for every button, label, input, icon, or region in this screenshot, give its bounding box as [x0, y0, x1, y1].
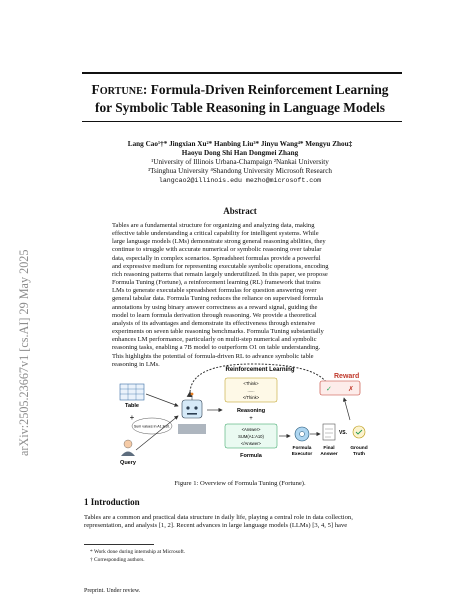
- abstract-line: reasoning in LMs.: [112, 360, 160, 368]
- robot-icon: [178, 393, 206, 434]
- abstract-line: analysis of its advantages and demonstrate its effectiveness through extensive: [112, 319, 316, 327]
- input-arrow: [146, 394, 178, 406]
- abstract-line: general tabular data. Formula Tuning reduces the reliance on supervised formula: [112, 295, 324, 303]
- plus-sign: +: [129, 413, 135, 422]
- intro-line: Tables are a common and practical data structure in daily life, playing a central role in data collection,: [84, 514, 353, 521]
- reward-check: ✓: [326, 386, 332, 393]
- document-icon: [323, 424, 335, 440]
- abstract-line: continue to struggle with accurate numerical or symbolic reasoning over tabular: [112, 246, 322, 254]
- abstract-line: enhances LM performance, particularly on multi-step numerical and symbolic: [112, 336, 317, 344]
- abstract-line: annotations by using binary answer correctness as a reward signal, guiding the: [112, 303, 318, 311]
- arxiv-stamp-svg: [14, 160, 34, 460]
- gear-icon: [295, 427, 309, 441]
- footnote-rule: [84, 544, 154, 545]
- figure-1: [112, 354, 374, 474]
- think-open: <Think>: [243, 381, 259, 386]
- figure-caption: Figure 1: Overview of Formula Tuning (Fortune).: [174, 480, 306, 487]
- abstract-line: This highlights the potential of formula-driven RL to advance symbolic table: [112, 352, 314, 360]
- affiliation-2: ³Tsinghua University ⁴Shandong University Microsoft Research: [147, 167, 332, 175]
- think-close: </Think>: [242, 395, 260, 400]
- abstract-line: data, especially in complex scenarios. Spreadsheet formulas provide a powerful: [112, 254, 321, 262]
- final-label-2: Answer: [320, 452, 338, 457]
- ground-label-2: Truth: [353, 452, 365, 457]
- executor-label-1: Formula: [292, 446, 312, 451]
- vs-label: VS.: [338, 430, 348, 436]
- executor-label-2: Executor: [291, 452, 313, 457]
- formula-label: Formula: [240, 453, 262, 459]
- intro-body: [84, 514, 402, 530]
- affiliation-1: ¹University of Illinois Urbana-Champaign ²Nankai University: [151, 158, 329, 166]
- table-icon: [120, 384, 144, 400]
- rl-label: Reinforcement Learning: [225, 367, 295, 373]
- abstract-body: [112, 222, 374, 369]
- abstract-heading: Abstract: [223, 206, 257, 216]
- abstract-line: experiments on seven table reasoning benchmarks. Formula Tuning substantially: [112, 328, 324, 336]
- abstract-line: large language models (LMs) demonstrate strong general reasoning abilities, they: [112, 238, 326, 246]
- query-label: Query: [120, 460, 136, 466]
- intro-line: representation, and analysis [1, 2]. Recent advances in large language models (LLMs) [3, 4, 5] have: [84, 522, 348, 530]
- reward-arrow: [344, 398, 350, 420]
- answer-open: <Answer>: [241, 427, 261, 432]
- author-names-1: Lang Cao¹†* Jingxian Xu²* Hanbing Liu³* Jinyu Wang⁴* Mengyu Zhou‡: [127, 140, 353, 148]
- reward-cross: ✗: [348, 386, 354, 393]
- table-label: Table: [125, 403, 139, 409]
- plus-2: +: [249, 416, 253, 422]
- footnote-2: † Corresponding authors.: [90, 557, 145, 563]
- abstract-line: and expressive medium for representing executable symbolic operations, encoding: [112, 262, 329, 270]
- preprint-note: Preprint. Under review.: [84, 588, 141, 594]
- author-block: [60, 140, 420, 185]
- abstract-line: LMs to generate executable spreadsheet formulas for question answering over: [112, 287, 317, 295]
- abstract-line: rich reasoning patterns that remain largely underutilized. In this paper, we propose: [112, 270, 328, 278]
- abstract-line: Formula Tuning (Fortune), a reinforcement learning (RL) framework that trains: [112, 279, 321, 287]
- author-emails: langcao2@illinois.edu mezho@microsoft.com: [158, 177, 322, 184]
- ground-label-1: Ground: [350, 446, 368, 451]
- abstract-line: Tables are a fundamental structure for organizing and analyzing data, making: [112, 222, 315, 229]
- figure-1-diagram: [112, 354, 374, 474]
- reasoning-label: Reasoning: [236, 408, 266, 414]
- title-line-2: for Symbolic Table Reasoning in Language Models: [95, 100, 385, 115]
- title-rule-bottom: [82, 121, 402, 122]
- answer-close: </Answer>: [240, 441, 262, 446]
- footnote-1: * Work done during internship at Microsoft.: [90, 549, 186, 555]
- abstract-line: reasoning tasks, enabling a 7B model to outperform O1 on table understanding.: [112, 344, 321, 352]
- title-line-1: FORTUNE: Formula-Driven Reinforcement Learning: [91, 82, 389, 97]
- reward-label: Reward: [334, 373, 360, 380]
- think-dots: ......: [247, 388, 255, 393]
- paper-title: [60, 82, 420, 116]
- arxiv-stamp-text: arXiv:2505.23667v1 [cs.AI] 29 May 2025: [17, 249, 31, 456]
- title-rule-top: [82, 72, 402, 74]
- user-icon: [121, 440, 135, 456]
- final-label-1: Final: [323, 446, 335, 451]
- ground-truth-icon: [353, 426, 365, 438]
- arxiv-stamp: [14, 160, 34, 460]
- answer-formula: SUM(A1:A10): [238, 434, 264, 439]
- section-heading: 1 Introduction: [84, 497, 140, 507]
- speech-text: Sum values in A1:A10.: [133, 424, 171, 429]
- abstract-line: model to learn formula derivation through reasoning. We provide a theoretical: [112, 311, 317, 319]
- author-names-2: Haoyu Dong Shi Han Dongmei Zhang: [181, 149, 299, 157]
- abstract-line: effective table understanding a critical capability for intelligent systems. While: [112, 230, 319, 238]
